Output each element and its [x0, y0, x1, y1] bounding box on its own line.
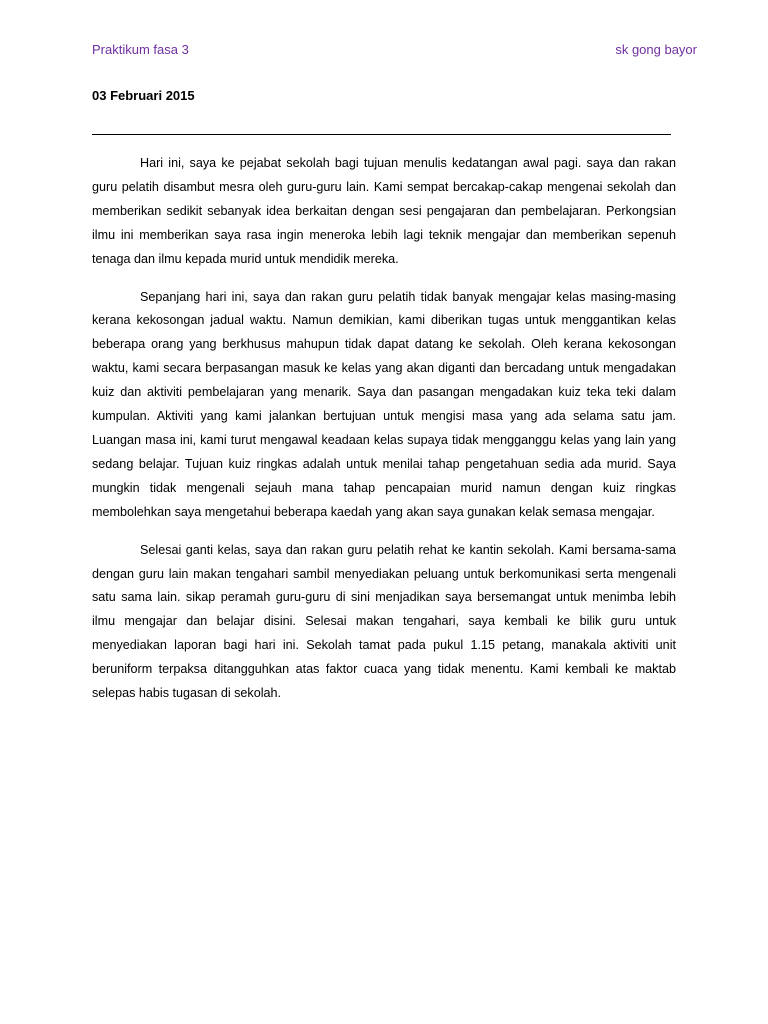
entry-date: 03 Februari 2015 — [92, 88, 195, 103]
header-course-title: Praktikum fasa 3 — [92, 42, 189, 57]
header-school-name: sk gong bayor — [615, 42, 697, 57]
horizontal-divider — [92, 134, 671, 135]
page-header — [92, 42, 697, 62]
paragraph-1: Hari ini, saya ke pejabat sekolah bagi tujuan menulis kedatangan awal pagi. saya dan rakan guru pelatih disambut mesra oleh guru-guru lain. Kami sempat bercakap-cakap mengenai sekolah dan memberikan sedikit sebanyak idea berkaitan dengan sesi pengajaran dan pembelajaran. Perkongsian ilmu ini memberikan saya rasa ingin meneroka lebih lagi teknik mengajar dan memberikan sepenuh tenaga dan ilmu kepada murid untuk mendidik mereka. — [92, 156, 676, 266]
paragraph-2: Sepanjang hari ini, saya dan rakan guru pelatih tidak banyak mengajar kelas masing-masing kerana kekosongan jadual waktu. Namun demikian, kami diberikan tugas untuk menggantikan kelas beberapa orang yang berkhusus mahupun tidak dapat datang ke sekolah. Oleh kerana kekosongan waktu, kami secara berpasangan masuk ke kelas yang akan diganti dan bercadang untuk mengadakan kuiz dan aktiviti pembelajaran yang menarik. Saya dan pasangan mengadakan kuiz teka teki dalam kumpulan. Aktiviti yang kami jalankan bertujuan untuk mengisi masa yang ada selama satu jam. Luangan masa ini, kami turut mengawal keadaan kelas supaya tidak mengganggu kelas yang lain yang sedang belajar. Tujuan kuiz ringkas adalah untuk menilai tahap pengetahuan sedia ada murid. Saya mungkin tidak mengenali sejauh mana tahap pencapaian murid namun dengan kuiz ringkas membolehkan saya mengetahui beberapa kaedah yang akan saya gunakan kelak semasa mengajar. — [92, 289, 676, 519]
paragraph-3: Selesai ganti kelas, saya dan rakan guru pelatih rehat ke kantin sekolah. Kami bersama-sama dengan guru lain makan tengahari sambil menyediakan peluang untuk berkomunikasi serta mengenali satu sama lain. sikap peramah guru-guru di sini menjadikan saya bersemangat untuk menimba lebih ilmu mengajar dan belajar disini. Selesai makan tengahari, saya kembali ke bilik guru untuk menyediakan laporan bagi hari ini. Sekolah tamat pada pukul 1.15 petang, manakala aktiviti unit beruniform terpaksa ditangguhkan atas faktor cuaca yang tidak menentu. Kami kembali ke maktab selepas habis tugasan di sekolah. — [92, 542, 676, 701]
journal-body — [92, 152, 676, 720]
